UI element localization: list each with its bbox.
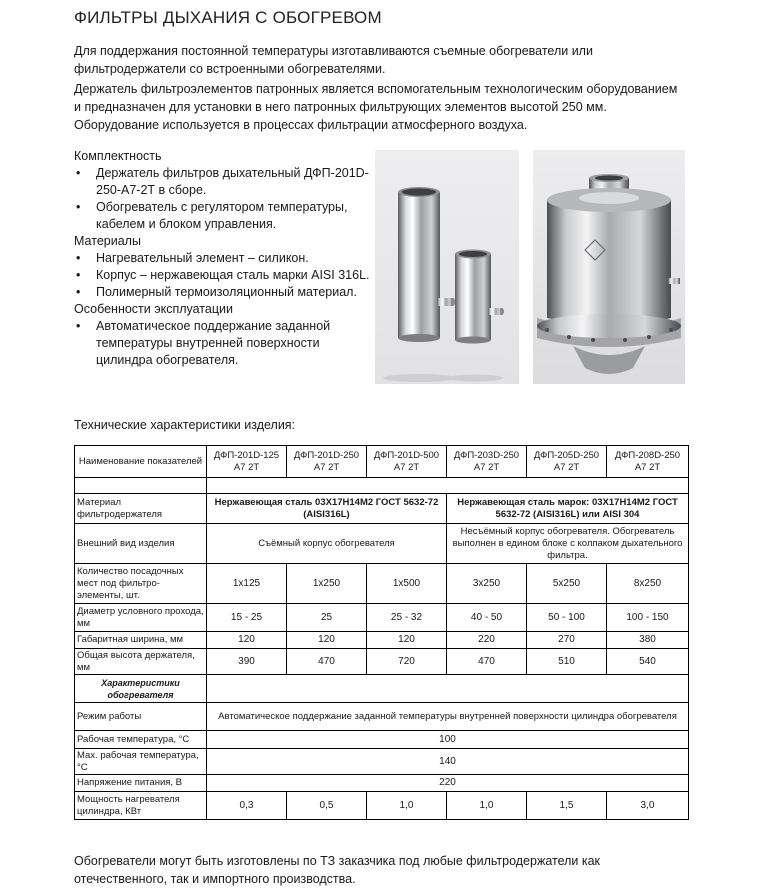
row-label: Напряжение питания, В	[75, 775, 207, 792]
row-label: Диаметр условного прохода, мм	[75, 604, 207, 632]
specs-list	[74, 148, 370, 369]
table-header-cell: ДФП-208D-250 А7 2Т	[607, 446, 689, 478]
table-cell: 25	[287, 604, 367, 632]
table-cell: 1,0	[367, 792, 447, 820]
table-header-cell: Наименование показателей	[75, 446, 207, 478]
table-row	[75, 524, 689, 564]
bullet-icon: •	[76, 319, 81, 333]
list-item: • Нагревательный элемент – силикон.	[76, 251, 309, 265]
table-cell: 0,5	[287, 792, 367, 820]
table-cell: 470	[287, 649, 367, 675]
photo-filter-holders	[375, 150, 519, 384]
table-cell: 15 - 25	[207, 604, 287, 632]
bullet-icon: •	[76, 285, 81, 299]
table-section-row	[75, 675, 689, 703]
row-label: Габаритная ширина, мм	[75, 632, 207, 649]
row-label: Общая высота держателя, мм	[75, 649, 207, 675]
table-cell: 380	[607, 632, 689, 649]
row-label: Режим работы	[75, 703, 207, 731]
footer-note: Обогреватели могут быть изготовлены по ТЗ заказчика под любые фильтродержатели как отечественного, так и импортного производства.	[74, 854, 601, 886]
table-cell: Съёмный корпус обогревателя	[207, 524, 447, 564]
table-header-row	[75, 446, 689, 478]
table-header-cell: ДФП-201D-500 А7 2Т	[367, 446, 447, 478]
intro-paragraph-2: Держатель фильтроэлементов патронных является вспомогательным технологическим оборудованием и предназначен для установки в него патронных фильтрующих элементов высотой 250 мм. Оборудование используется в процессах фильтрации атмосферного воздуха.	[74, 82, 678, 132]
table-cell: 510	[527, 649, 607, 675]
table-cell: 100 - 150	[607, 604, 689, 632]
table-cell: 3,0	[607, 792, 689, 820]
table-cell: 540	[607, 649, 689, 675]
section-label-heater: Характеристики обогревателя	[75, 675, 207, 703]
table-cell: 5х250	[527, 564, 607, 604]
row-label: Внешний вид изделия	[75, 524, 207, 564]
bullet-icon: •	[76, 166, 81, 180]
row-label: Мощность нагревателя цилиндра, КВт	[75, 792, 207, 820]
table-cell: 220	[207, 775, 689, 792]
table-row	[75, 775, 689, 792]
list-item: • Обогреватель с регулятором температуры, кабелем и блоком управления.	[76, 200, 348, 231]
table-cell: 1,5	[527, 792, 607, 820]
tech-specs-table	[74, 445, 689, 820]
table-cell: 220	[447, 632, 527, 649]
table-cell: 1,0	[447, 792, 527, 820]
list-item: • Корпус – нержавеющая сталь марки AISI 316L.	[76, 268, 370, 282]
row-label: Рабочая температура, °С	[75, 731, 207, 749]
table-cell: Нержавеющая сталь 03Х17Н14М2 ГОСТ 5632-72 (AISI316L)	[207, 494, 447, 524]
row-label: Материал фильтродержателя	[75, 494, 207, 524]
table-cell: 1х250	[287, 564, 367, 604]
table-cell: 470	[447, 649, 527, 675]
table-cell: 1х125	[207, 564, 287, 604]
table-row	[75, 749, 689, 775]
table-cell: 3х250	[447, 564, 527, 604]
row-label: Количество посадочных мест под фильтро-элементы, шт.	[75, 564, 207, 604]
table-cell: 120	[287, 632, 367, 649]
table-row	[75, 632, 689, 649]
table-header-cell: ДФП-205D-250 А7 2Т	[527, 446, 607, 478]
table-cell: 390	[207, 649, 287, 675]
table-cell: Несъёмный корпус обогревателя. Обогреватель выполнен в едином блоке с колпаком дыхательного фильтра.	[447, 524, 689, 564]
table-cell: 1х500	[367, 564, 447, 604]
table-cell: 720	[367, 649, 447, 675]
table-cell: Нержавеющая сталь марок: 03Х17Н14М2 ГОСТ 5632-72 (AISI316L) или AISI 304	[447, 494, 689, 524]
table-cell: 25 - 32	[367, 604, 447, 632]
table-cell: 120	[207, 632, 287, 649]
table-cell: 8х250	[607, 564, 689, 604]
tech-specs-heading: Технические характеристики изделия:	[74, 418, 296, 432]
row-label: Мах. рабочая температура, °С	[75, 749, 207, 775]
table-cell: 270	[527, 632, 607, 649]
list-item: • Полимерный термоизоляционный материал.	[76, 285, 357, 299]
list-item: • Держатель фильтров дыхательный ДФП-201D-250-А7-2Т в сборе.	[76, 166, 369, 197]
bullet-icon: •	[76, 200, 81, 214]
table-row	[75, 564, 689, 604]
table-cell: 40 - 50	[447, 604, 527, 632]
list-item: • Автоматическое поддержание заданной температуры внутренней поверхности цилиндра обогревателя.	[76, 319, 331, 367]
section-heading-completeness: Комплектность	[74, 149, 162, 163]
section-heading-operation: Особенности эксплуатации	[74, 302, 233, 316]
intro-paragraph-1: Для поддержания постоянной температуры изготавливаются съемные обогреватели или фильтродержатели со встроенными обогревателями.	[74, 44, 593, 76]
table-row	[75, 703, 689, 731]
table-row	[75, 494, 689, 524]
bullet-icon: •	[76, 268, 81, 282]
photo-heated-filter-housing	[533, 150, 685, 384]
table-cell: 0,3	[207, 792, 287, 820]
table-spacer-row	[75, 478, 689, 494]
section-heading-materials: Материалы	[74, 234, 141, 248]
table-header-cell: ДФП-201D-125 А7 2Т	[207, 446, 287, 478]
table-row	[75, 792, 689, 820]
table-cell: 50 - 100	[527, 604, 607, 632]
bullet-icon: •	[76, 251, 81, 265]
table-cell: 100	[207, 731, 689, 749]
table-cell: 120	[367, 632, 447, 649]
table-row	[75, 731, 689, 749]
table-header-cell: ДФП-201D-250 А7 2Т	[287, 446, 367, 478]
page-title: ФИЛЬТРЫ ДЫХАНИЯ С ОБОГРЕВОМ	[74, 8, 382, 27]
table-row	[75, 604, 689, 632]
table-header-cell: ДФП-203D-250 А7 2Т	[447, 446, 527, 478]
table-cell: 140	[207, 749, 689, 775]
table-row	[75, 649, 689, 675]
table-cell: Автоматическое поддержание заданной температуры внутренней поверхности цилиндра обогревателя	[207, 703, 689, 731]
